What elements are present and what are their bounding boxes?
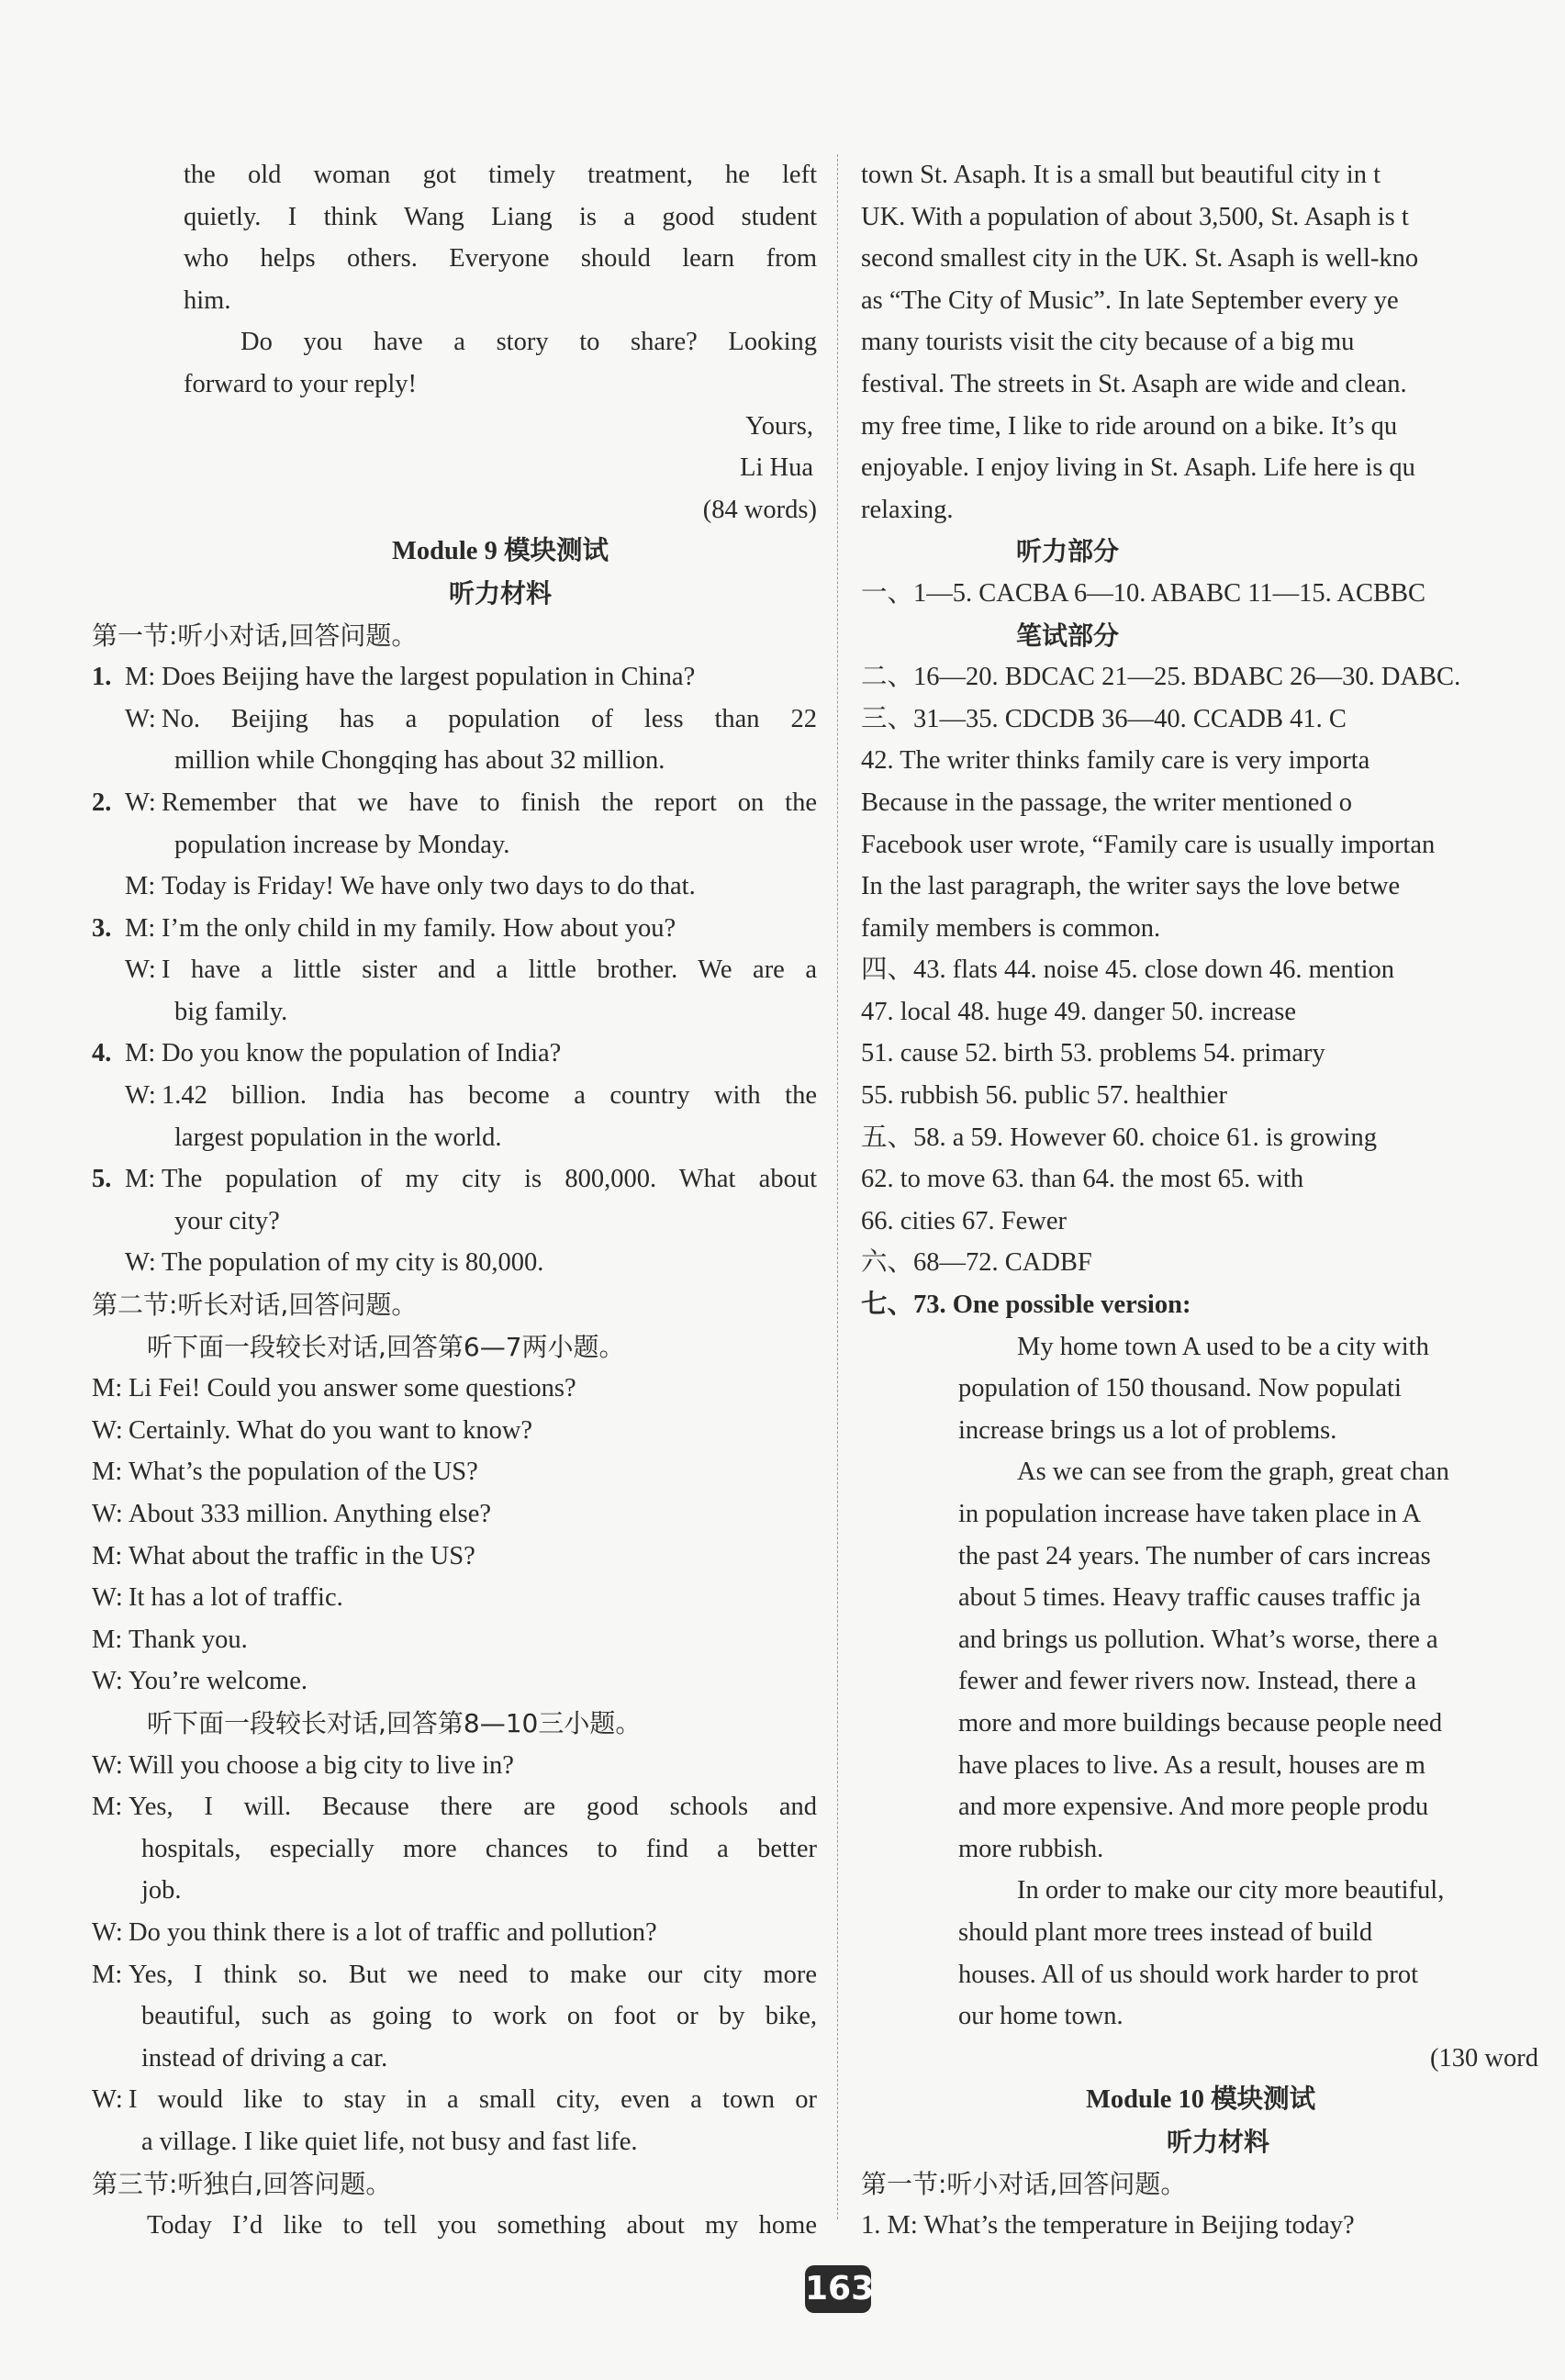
text-line: enjoyable. I enjoy living in St. Asaph. Life here is qu: [861, 453, 1415, 483]
dialog-line: [92, 656, 817, 698]
speaker: W:: [92, 1917, 123, 1947]
dialog-text: largest population in the world.: [174, 1123, 502, 1152]
speaker: M:: [125, 663, 156, 692]
dialog-line: [92, 1451, 817, 1493]
dialog-line: [92, 1870, 817, 1912]
answer-line: 四、43. flats 44. noise 45. close down 46. mention: [861, 955, 1395, 985]
text-line: second smallest city in the UK. St. Asaph is well-kno: [861, 244, 1419, 274]
text-line: many tourists visit the city because of a big mu: [861, 328, 1355, 357]
text-line: who helps others. Everyone should learn from: [184, 244, 817, 274]
answer-line: 66. cities 67. Fewer: [861, 1206, 1067, 1235]
dialog-line: [92, 1995, 817, 2038]
essay: [861, 1326, 1565, 2080]
dialog-line: [92, 1660, 817, 1703]
text-line: the past 24 years. The number of cars increas: [958, 1541, 1431, 1570]
vocab-answers: [861, 949, 1565, 1116]
text-line: town St. Asaph. It is a small but beautiful city in t: [861, 161, 1381, 189]
text-line: increase brings us a lot of problems.: [958, 1415, 1337, 1445]
column-divider: [837, 154, 838, 2219]
speaker: M:: [125, 1165, 156, 1194]
dialog-text: a village. I like quiet life, not busy and fast life.: [141, 2127, 638, 2156]
speaker: W:: [125, 788, 156, 817]
section-title: 笔试部分: [1015, 620, 1119, 651]
dialog-text: hospitals, especially more chances to find a better: [141, 1834, 817, 1863]
word-count: (84 words): [702, 495, 817, 524]
dialog-line: [92, 1786, 817, 1828]
section-heading: 第三节:听独白,回答问题。: [92, 2168, 392, 2199]
dialog-text: Does Beijing have the largest population in China?: [162, 663, 696, 692]
dialog-line: [92, 824, 817, 866]
dialog-text: Do you think there is a lot of traffic and pollution?: [129, 1917, 657, 1947]
dialog-text: population increase by Monday.: [174, 830, 510, 859]
answer-line: 五、58. a 59. However 60. choice 61. is growing: [861, 1123, 1377, 1152]
answer-line: 62. to move 63. than 64. the most 65. with: [861, 1165, 1304, 1194]
text-line: 42. The writer thinks family care is very importa: [861, 746, 1370, 776]
text-line: UK. With a population of about 3,500, St. Asaph is t: [861, 202, 1409, 231]
answer-line: 六、68—72. CADBF: [861, 1248, 1092, 1278]
dialog-text: It has a lot of traffic.: [129, 1583, 343, 1613]
dialog-text: Do you know the population of India?: [162, 1039, 562, 1068]
text-line: should plant more trees instead of build: [958, 1917, 1373, 1947]
speaker: M:: [92, 1458, 123, 1487]
speaker: W:: [92, 1750, 123, 1780]
dialog-line: [92, 1368, 817, 1410]
speaker: W:: [125, 955, 156, 985]
dialog-line: [92, 991, 817, 1034]
dialog-line: [92, 1577, 817, 1619]
dialog-line: [92, 2121, 817, 2163]
text-line: Because in the passage, the writer mentioned o: [861, 788, 1352, 817]
section-heading: 第一节:听小对话,回答问题。: [92, 620, 418, 651]
text-line: In order to make our city more beautiful,: [1017, 1876, 1445, 1905]
text-line: family members is common.: [861, 913, 1161, 943]
dialog-line: [92, 908, 817, 950]
signature: Li Hua: [740, 453, 813, 483]
monologue-line: Today I’d like to tell you something about my home: [147, 2211, 817, 2240]
section-heading: 第一节:听小对话,回答问题。: [861, 2168, 1187, 2199]
speaker: W:: [92, 2085, 123, 2115]
speaker: W:: [125, 1248, 156, 1278]
dialog-text: Will you choose a big city to live in?: [129, 1750, 514, 1780]
instruction: 听下面一段较长对话,回答第6—7两小题。: [147, 1331, 625, 1362]
speaker: M:: [125, 913, 156, 943]
answer-heading: 七、73. One possible version:: [861, 1291, 1191, 1320]
dialog-line: [92, 698, 817, 741]
speaker: M:: [92, 1793, 123, 1822]
speaker: M:: [125, 1039, 156, 1068]
dialog-line: [92, 1828, 817, 1871]
text-line: as “The City of Music”. In late September every ye: [861, 285, 1399, 315]
speaker: M:: [92, 1374, 123, 1403]
text-line: my free time, I like to ride around on a bike. It’s qu: [861, 411, 1398, 441]
dialog-line: [92, 1242, 817, 1284]
text-line: more rubbish.: [958, 1834, 1104, 1863]
dialog-text: Certainly. What do you want to know?: [129, 1415, 533, 1445]
text-line: My home town A used to be a city with: [1017, 1332, 1429, 1361]
dialog-text: The population of my city is 80,000.: [162, 1248, 544, 1278]
dialog-line: [92, 1033, 817, 1075]
dialog-line: [92, 782, 817, 824]
text-line: have places to live. As a result, houses are m: [958, 1750, 1425, 1780]
dialog-text: Today is Friday! We have only two days to do that.: [162, 872, 696, 901]
dialog-line: [92, 1745, 817, 1787]
speaker: W:: [92, 1500, 123, 1528]
question-number: 2.: [92, 788, 112, 817]
dialog-text: million while Chongqing has about 32 million.: [174, 746, 665, 776]
dialog-line: [92, 1410, 817, 1452]
page-number: 163: [805, 2265, 871, 2313]
dialog-text: About 333 million. Anything else?: [129, 1500, 492, 1528]
dialog-line: [92, 1117, 817, 1159]
answer-line: 55. rubbish 56. public 57. healthier: [861, 1081, 1227, 1111]
dialog-text: You’re welcome.: [129, 1667, 307, 1696]
text-line: fewer and fewer rivers now. Instead, there a: [958, 1667, 1417, 1696]
section-title: 听力部分: [1015, 536, 1119, 567]
dialog-line: [92, 1158, 817, 1201]
text-line: houses. All of us should work harder to prot: [958, 1960, 1419, 1989]
section-title: 听力材料: [448, 577, 552, 609]
dialog-line: [92, 2079, 817, 2121]
dialog-text: What about the traffic in the US?: [129, 1541, 475, 1570]
word-count: (130 word: [1430, 2043, 1538, 2073]
dialog-text: Yes, I will. Because there are good schools and: [129, 1793, 817, 1822]
speaker: M:: [92, 1541, 123, 1570]
text-line: and brings us pollution. What’s worse, there a: [958, 1625, 1438, 1654]
fill-answers: [861, 1117, 1565, 1243]
dialog-line: [92, 866, 817, 908]
dialog-text: No. Beijing has a population of less than 22: [162, 704, 817, 733]
dialog-line: [92, 1536, 817, 1578]
long-dialog-1: [92, 1368, 817, 1703]
text-line: the old woman got timely treatment, he left: [184, 161, 817, 189]
answer-line: 二、16—20. BDCAC 21—25. BDABC 26—30. DABC.: [861, 663, 1461, 692]
text-line: him.: [184, 285, 231, 315]
dialog-line: [92, 1075, 817, 1117]
text-line: Do you have a story to share? Looking: [240, 328, 817, 357]
text-line: more and more buildings because people need: [958, 1708, 1443, 1738]
dialog-line: [92, 1493, 817, 1536]
speaker: W:: [125, 704, 156, 733]
dialog-text: Thank you.: [129, 1625, 248, 1654]
speaker: W:: [125, 1081, 156, 1111]
dialog-line: [92, 949, 817, 991]
text-line: forward to your reply!: [184, 369, 418, 398]
dialog-text: Remember that we have to finish the report on the: [162, 788, 817, 817]
module-title: Module 10 模块测试: [1086, 2085, 1316, 2115]
speaker: W:: [92, 1415, 123, 1445]
dialog-text: your city?: [174, 1206, 280, 1235]
dialog-text: I would like to stay in a small city, even a town or: [129, 2085, 817, 2115]
dialog-text: I’m the only child in my family. How about you?: [162, 913, 676, 943]
question-number: 5.: [92, 1165, 112, 1194]
speaker: M:: [92, 1625, 123, 1654]
text-line: our home town.: [958, 2002, 1123, 2031]
letter-ending: [92, 154, 817, 531]
speaker: W:: [92, 1667, 123, 1696]
text-line: about 5 times. Heavy traffic causes traffic ja: [958, 1583, 1421, 1613]
question-number: 4.: [92, 1039, 112, 1068]
dialog-text: big family.: [174, 997, 288, 1026]
dialog-line: 1. M: What’s the temperature in Beijing today?: [861, 2211, 1355, 2240]
dialog-line: [92, 740, 817, 782]
answer-line: 51. cause 52. birth 53. problems 54. primary: [861, 1039, 1325, 1068]
question-number: 1.: [92, 663, 112, 692]
left-column: [92, 154, 817, 2247]
text-line: quietly. I think Wang Liang is a good student: [184, 202, 817, 231]
section-heading: 第二节:听长对话,回答问题。: [92, 1290, 418, 1321]
dialog-line: [92, 1912, 817, 1954]
speaker: W:: [92, 1583, 123, 1613]
dialog-text: I have a little sister and a little brother. We are a: [162, 955, 817, 985]
text-line: As we can see from the graph, great chan: [1017, 1458, 1449, 1487]
dialog-text: The population of my city is 800,000. What about: [162, 1165, 817, 1194]
text-line: relaxing.: [861, 495, 954, 524]
answer-line: 一、1—5. CACBA 6—10. ABABC 11—15. ACBBC: [861, 578, 1425, 608]
dialog-text: Yes, I think so. But we need to make our city more: [129, 1960, 817, 1989]
dialog-text: instead of driving a car.: [141, 2043, 388, 2073]
dialog-line: [92, 1954, 817, 1996]
dialog-text: job.: [141, 1876, 182, 1905]
module-title: Module 9 模块测试: [392, 537, 609, 566]
section-title: 听力材料: [1167, 2126, 1270, 2157]
text-line: and more expensive. And more people produ: [958, 1793, 1429, 1822]
dialog-text: beautiful, such as going to work on foot or by bike,: [141, 2002, 817, 2031]
dialog-line: [92, 1619, 817, 1661]
long-dialog-2: [92, 1745, 817, 2163]
dialog-line: [92, 1201, 817, 1243]
short-dialogs: [92, 656, 817, 1284]
dialog-text: Li Fei! Could you answer some questions?: [129, 1374, 576, 1403]
text-line: festival. The streets in St. Asaph are wide and clean.: [861, 369, 1407, 398]
text-line: population of 150 thousand. Now populati: [958, 1374, 1402, 1403]
text-line: In the last paragraph, the writer says the love betwe: [861, 872, 1401, 901]
monologue-continued: [861, 154, 1565, 531]
speaker: M:: [92, 1960, 123, 1989]
dialog-line: [92, 2038, 817, 2080]
closing: Yours,: [745, 411, 813, 441]
text-line: in population increase have taken place in A: [958, 1500, 1422, 1528]
answer-42: [861, 740, 1565, 949]
dialog-text: 1.42 billion. India has become a country with the: [162, 1081, 817, 1111]
dialog-text: What’s the population of the US?: [129, 1458, 478, 1487]
text-line: Facebook user wrote, “Family care is usually importan: [861, 830, 1436, 859]
instruction: 听下面一段较长对话,回答第8—10三小题。: [147, 1707, 642, 1738]
answer-line: 47. local 48. huge 49. danger 50. increase: [861, 997, 1297, 1026]
speaker: M:: [125, 872, 156, 901]
right-column: [861, 154, 1565, 2247]
question-number: 3.: [92, 913, 112, 943]
answer-line: 三、31—35. CDCDB 36—40. CCADB 41. C: [861, 704, 1347, 733]
